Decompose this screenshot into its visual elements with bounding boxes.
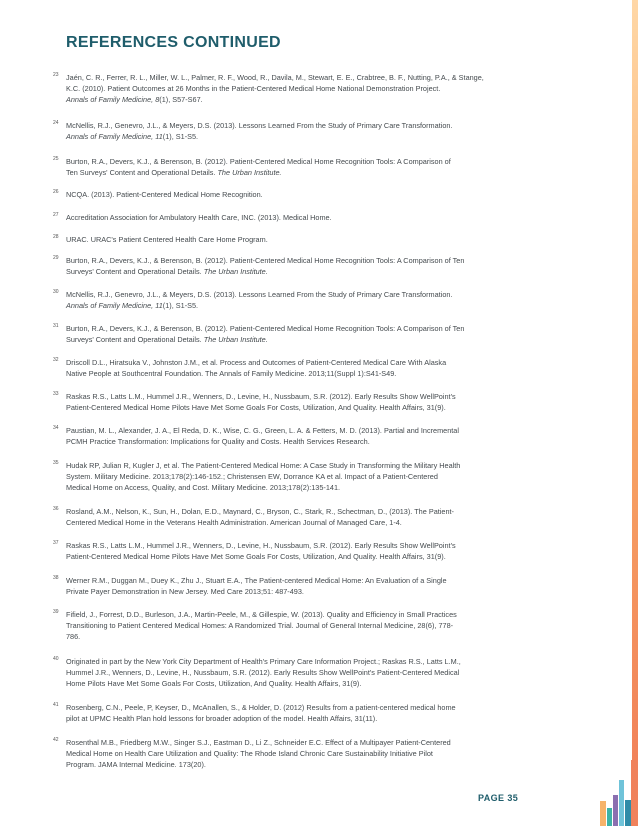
- reference-number: 37: [53, 540, 59, 546]
- reference-text: Paustian, M. L., Alexander, J. A., El Reda, D. K., Wise, C. G., Green, L. A. & Fetters, M. D. (2013). Partial and Incremental: [66, 426, 459, 435]
- reference-text: Private Payer Demonstration in New Jersey. Med Care 2013;51: 487-493.: [66, 586, 304, 596]
- reference-text: Fifield, J., Forrest, D.D., Burleson, J.A., Martin-Peele, M., & Gillespie, W. (2013). Quality and Efficiency in Small Practices: [66, 610, 457, 619]
- reference-line: [66, 472, 514, 483]
- reference-text: Burton, R.A., Devers, K.J., & Berenson, B. (2012). Patient-Centered Medical Home Recognition Tools: A Comparison of: [66, 157, 451, 166]
- reference-line: [66, 668, 514, 679]
- reference-text: Rosenberg, C.N., Peele, P, Keyser, D., McAnallen, S., & Holder, D. (2012) Results from a patient-centered medical home: [66, 703, 456, 712]
- reference-line: [66, 324, 514, 335]
- reference-number: 39: [53, 609, 59, 615]
- reference-line: [66, 335, 514, 346]
- reference-italic-text: The Urban Institute.: [203, 266, 268, 276]
- reference-line: [66, 610, 514, 621]
- reference-line: [66, 235, 514, 246]
- decorative-bar: [607, 808, 612, 826]
- reference-item: [53, 460, 514, 494]
- reference-line: [66, 121, 514, 132]
- reference-text: pilot at UPMC Health Plan hold lessons for broader adoption of the model. Health Affairs, 31(11).: [66, 713, 378, 723]
- reference-number: 27: [53, 212, 59, 218]
- reference-line: [66, 213, 514, 224]
- reference-text: URAC. URAC's Patient Centered Health Care Home Program.: [66, 235, 268, 244]
- reference-line: [66, 84, 514, 95]
- reference-item: [53, 289, 514, 312]
- reference-line: [66, 403, 514, 414]
- reference-number: 33: [53, 391, 59, 397]
- reference-number: 23: [53, 72, 59, 78]
- reference-line: [66, 541, 514, 552]
- reference-item: [53, 425, 514, 448]
- reference-italic-text: The Urban Institute.: [203, 334, 268, 344]
- reference-item: [53, 702, 514, 725]
- decorative-bar: [600, 801, 606, 826]
- reference-item: [53, 656, 514, 690]
- reference-item: [53, 189, 514, 201]
- reference-line: [66, 714, 514, 725]
- reference-text: Burton, R.A., Devers, K.J., & Berenson, B. (2012). Patient-Centered Medical Home Recognition Tools: A Comparison of Ten: [66, 324, 465, 333]
- reference-text: K.C. (2010). Patient Outcomes at 26 Months in the Patient-Centered Medical Home National Demonstration Project.: [66, 83, 441, 93]
- reference-item: [53, 255, 514, 278]
- decorative-bar: [619, 780, 624, 826]
- page-title: REFERENCES CONTINUED: [66, 34, 281, 51]
- reference-number: 34: [53, 425, 59, 431]
- reference-line: [66, 256, 514, 267]
- reference-line: [66, 73, 514, 84]
- reference-item: [53, 120, 514, 143]
- reference-item: [53, 391, 514, 414]
- reference-item: [53, 575, 514, 598]
- reference-line: [66, 392, 514, 403]
- reference-text: PCMH Practice Transformation: Implications for Quality and Costs. Health Services Research.: [66, 436, 370, 446]
- reference-item: [53, 540, 514, 563]
- reference-line: [66, 267, 514, 278]
- reference-line: [66, 290, 514, 301]
- reference-text: McNellis, R.J., Genevro, J.L., & Meyers, D.S. (2013). Lessons Learned From the Study of Primary Care Transformation.: [66, 290, 453, 299]
- reference-text: Raskas R.S., Latts L.M., Hummel J.R., Wenners, D., Levine, H., Nussbaum, S.R. (2012). Early Results Show WellPoint's: [66, 392, 456, 401]
- reference-item: [53, 72, 514, 106]
- reference-line: [66, 301, 514, 312]
- reference-line: [66, 168, 514, 179]
- reference-text: Ten Surveys' Content and Operational Details.: [66, 167, 218, 177]
- reference-line: [66, 587, 514, 598]
- reference-italic-text: Annals of Family Medicine, 11: [66, 300, 163, 310]
- reference-item: [53, 357, 514, 380]
- reference-text: Rosland, A.M., Nelson, K., Sun, H., Dolan, E.D., Maynard, C., Bryson, C., Stark, R., Schectman, D., (2013). The Patient-: [66, 507, 454, 516]
- reference-text: Transitioning to Patient Centered Medical Homes: A Randomized Trial. Journal of General Internal Medicine, 28(6), 778-: [66, 620, 454, 630]
- reference-text: Surveys' Content and Operational Details.: [66, 266, 204, 276]
- reference-text: Jaén, C. R., Ferrer, R. L., Miller, W. L., Palmer, R. F., Wood, R., Davila, M., Stewart, E. E., Crabtree, B. F., Nutting, P.A., & Stange,: [66, 73, 484, 82]
- reference-line: [66, 483, 514, 494]
- reference-text: 786.: [66, 631, 81, 641]
- reference-line: [66, 518, 514, 529]
- reference-item: [53, 212, 514, 224]
- reference-number: 40: [53, 656, 59, 662]
- reference-line: [66, 507, 514, 518]
- reference-number: 35: [53, 460, 59, 466]
- reference-text: McNellis, R.J., Genevro, J.L., & Meyers, D.S. (2013). Lessons Learned From the Study of Primary Care Transformation.: [66, 121, 453, 130]
- reference-line: [66, 657, 514, 668]
- reference-text: Patient-Centered Medical Home Pilots Have Met Some Goals For Costs, Utilization, And Quality. Health Affairs, 31(9).: [66, 402, 446, 412]
- reference-item: [53, 156, 514, 179]
- reference-text: Hummel J.R., Wenners, D., Levine, H., Nussbaum, S.R. (2012). Early Results Show WellPoint's Patient-Centered Medical: [66, 667, 460, 677]
- reference-text: Rosenthal M.B., Friedberg M.W., Singer S.J., Eastman D., Li Z., Schneider E.C. Effect of a Multipayer Patient-Centered: [66, 738, 451, 747]
- reference-text: (1), S57-S67.: [159, 94, 203, 104]
- reference-line: [66, 760, 514, 771]
- reference-text: Patient-Centered Medical Home Pilots Have Met Some Goals For Costs, Utilization, And Quality. Health Affairs, 31(9).: [66, 551, 446, 561]
- page-number: PAGE 35: [478, 793, 519, 803]
- reference-line: [66, 95, 514, 106]
- reference-number: 32: [53, 357, 59, 363]
- reference-number: 31: [53, 323, 59, 329]
- reference-line: [66, 679, 514, 690]
- decorative-bar: [613, 795, 618, 826]
- reference-italic-text: The Urban Institute.: [217, 167, 282, 177]
- reference-number: 29: [53, 255, 59, 261]
- reference-text: (1), S1-S5.: [162, 131, 199, 141]
- reference-text: Werner R.M., Duggan M., Duey K., Zhu J., Stuart E.A., The Patient-centered Medical Home: An Evaluation of a Single: [66, 576, 447, 585]
- reference-line: [66, 190, 514, 201]
- reference-number: 26: [53, 189, 59, 195]
- reference-number: 36: [53, 506, 59, 512]
- reference-line: [66, 437, 514, 448]
- reference-item: [53, 609, 514, 643]
- reference-number: 41: [53, 702, 59, 708]
- reference-text: Hudak RP, Julian R, Kugler J, et al. The Patient-Centered Medical Home: A Case Study in Transforming the Military Health: [66, 461, 461, 470]
- reference-line: [66, 552, 514, 563]
- reference-line: [66, 576, 514, 587]
- reference-line: [66, 369, 514, 380]
- reference-text: Surveys' Content and Operational Details.: [66, 334, 204, 344]
- reference-line: [66, 132, 514, 143]
- reference-italic-text: Annals of Family Medicine, 8: [66, 94, 160, 104]
- reference-item: [53, 234, 514, 246]
- reference-number: 30: [53, 289, 59, 295]
- reference-text: (1), S1-S5.: [162, 300, 199, 310]
- reference-number: 28: [53, 234, 59, 240]
- reference-line: [66, 632, 514, 643]
- reference-item: [53, 737, 514, 771]
- reference-number: 25: [53, 156, 59, 162]
- reference-text: NCQA. (2013). Patient-Centered Medical Home Recognition.: [66, 190, 263, 199]
- decorative-bar: [631, 760, 638, 826]
- reference-text: Originated in part by the New York City Department of Health's Primary Care Information Project.; Raskas R.S., Latts L.M.,: [66, 657, 461, 666]
- reference-line: [66, 157, 514, 168]
- reference-text: Raskas R.S., Latts L.M., Hummel J.R., Wenners, D., Levine, H., Nussbaum, S.R. (2012). Early Results Show WellPoint's: [66, 541, 456, 550]
- reference-text: Accreditation Association for Ambulatory Health Care, INC. (2013). Medical Home.: [66, 213, 332, 222]
- reference-item: [53, 506, 514, 529]
- reference-text: Program. JAMA Internal Medicine. 173(20).: [66, 759, 206, 769]
- reference-line: [66, 461, 514, 472]
- reference-text: Centered Medical Home in the Veterans Health Administration. American Journal of Managed Care, 1-4.: [66, 517, 402, 527]
- reference-text: System. Military Medicine. 2013;178(2):146-152.; Christensen EW, Dorrance KA et al. Impact of a Patient-Centered: [66, 471, 438, 481]
- reference-line: [66, 703, 514, 714]
- reference-text: Native People at Southcentral Foundation. The Annals of Family Medicine. 2013;11(Suppl 1):S41-S49.: [66, 368, 397, 378]
- reference-text: Home Pilots Have Met Some Goals For Costs, Utilization, And Quality. Health Affairs, 31(9).: [66, 678, 362, 688]
- reference-line: [66, 738, 514, 749]
- reference-line: [66, 426, 514, 437]
- reference-number: 38: [53, 575, 59, 581]
- reference-number: 42: [53, 737, 59, 743]
- reference-italic-text: Annals of Family Medicine, 11: [66, 131, 163, 141]
- reference-text: Medical Home on Health Care Utilization and Quality: The Rhode Island Chronic Care Sustainability Initiative Pilot: [66, 748, 433, 758]
- reference-line: [66, 358, 514, 369]
- reference-text: Medical Home on Access, Quality, and Cost. Military Medicine. 2013;178(2):135-141.: [66, 482, 341, 492]
- reference-item: [53, 323, 514, 346]
- reference-line: [66, 621, 514, 632]
- decorative-edge-strip: [632, 0, 638, 826]
- reference-text: Driscoll D.L., Hiratsuka V., Johnston J.M., et al. Process and Outcomes of Patient-Centered Medical Care With Alaska: [66, 358, 447, 367]
- reference-number: 24: [53, 120, 59, 126]
- reference-line: [66, 749, 514, 760]
- reference-text: Burton, R.A., Devers, K.J., & Berenson, B. (2012). Patient-Centered Medical Home Recognition Tools: A Comparison of Ten: [66, 256, 465, 265]
